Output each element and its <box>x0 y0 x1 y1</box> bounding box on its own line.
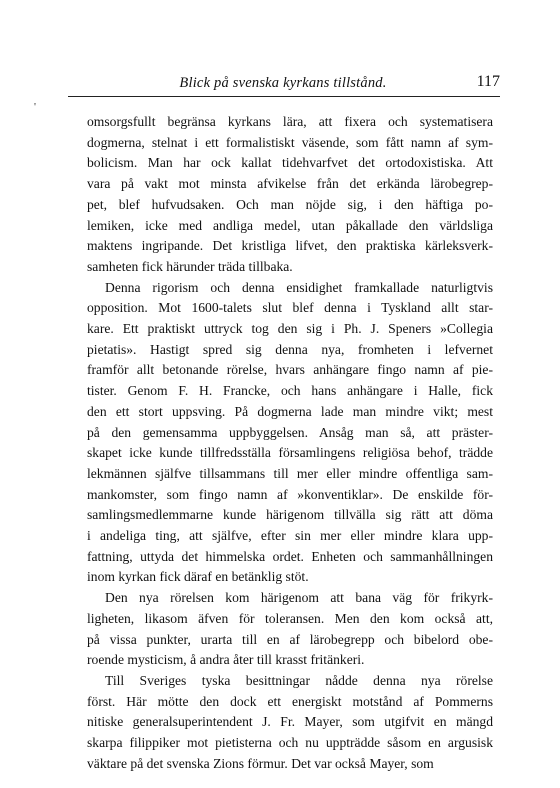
paragraph <box>87 278 493 589</box>
text-line: i andeliga ting, att själfve, efter sin mer eller mindre klara upp- <box>87 528 493 544</box>
text-line: pietatis». Hastigt spred sig denna nya, fromheten i lefvernet <box>87 341 493 357</box>
text-line: kare. Ett praktiskt uttryck tog den sig i Ph. J. Speners »Collegia <box>87 321 493 337</box>
text-line: opposition. Mot 1600-talets slut blef denna i Tyskland allt star- <box>87 300 493 316</box>
text-line: fattning, uttyda det himmelska ordet. Enheten och sammanhållningen <box>87 548 493 564</box>
text-line: nitiske generalsuperintendent J. Fr. Mayer, som utgifvit en mängd <box>87 714 493 730</box>
text-line: lekmännen själfve tillsammans till mer eller mindre offentliga sam- <box>87 465 493 481</box>
running-head <box>68 73 498 95</box>
text-line: skarpa filippiker mot pietisterna och nu uppträdde såsom en argusisk <box>87 735 493 751</box>
header-rule <box>68 96 500 97</box>
text-line: Den nya rörelsen kom härigenom att bana väg för frikyrk- <box>105 590 493 606</box>
text-line: på den gemensamma uppbyggelsen. Ansåg man så, att präster- <box>87 424 493 440</box>
text-line: samheten fick härunder träda tillbaka. <box>87 258 293 274</box>
paragraph <box>87 112 493 278</box>
text-line: Denna rigorism och denna ensidighet framkallade naturligtvis <box>105 279 493 295</box>
paragraph <box>87 671 493 775</box>
text-line: den ett stort uppsving. På dogmerna lade man mindre vikt; mest <box>87 403 493 419</box>
text-line: Till Sveriges tyska besittningar nådde denna nya rörelse <box>105 672 493 688</box>
text-line: mankomster, som fingo namn af »konventiklar». De enskilde för- <box>87 486 493 502</box>
text-line: vara på vakt mot minsta afvikelse från det erkända lärobegrep- <box>87 176 493 192</box>
text-line: ligheten, likasom äfven för toleransen. Men den kom också att, <box>87 610 493 626</box>
text-line: väktare på det svenska Zions förmur. Det var också Mayer, som <box>87 755 434 771</box>
text-line: tister. Genom F. H. Francke, och hans anhängare i Halle, fick <box>87 383 493 399</box>
text-line: lemiken, icke med andliga medel, utan påkallade den världsliga <box>87 217 493 233</box>
text-line: roende mysticism, å andra åter till krasst fritänkeri. <box>87 652 365 668</box>
text-line: maktens ingripande. Det kristliga lifvet, den praktiska kärleksverk- <box>87 238 493 254</box>
text-line: bolicism. Man har ock kallat tidehvarfvet det ortodoxistiska. Att <box>87 155 493 171</box>
text-line: omsorgsfullt begränsa kyrkans lära, att fixera och systematisera <box>87 114 493 129</box>
text-line: först. Här mötte den dock ett energiskt motstånd af Pommerns <box>87 693 493 709</box>
running-title: Blick på svenska kyrkans tillstånd. <box>179 75 387 91</box>
body-text <box>87 112 493 775</box>
text-line: inom kyrkan fick däraf en betänklig stöt. <box>87 569 309 585</box>
margin-mark: ' <box>34 101 36 113</box>
text-line: dogmerna, stelnat i ett formalistiskt väsende, som fått namn af sym- <box>87 134 493 150</box>
text-line: på vissa punkter, urarta till en af lärobegrepp och bibelord obe- <box>87 631 493 647</box>
text-line: pet, blef hufvudsaken. Och man nöjde sig, i den häftiga po- <box>87 196 493 212</box>
page-number: 117 <box>476 73 500 90</box>
paragraph <box>87 588 493 671</box>
text-line: samlingsmedlemmarne kunde härigenom tillvälla sig rätt att döma <box>87 507 493 523</box>
text-line: framför allt betonande rörelse, hvars anhängare fingo namn af pie- <box>87 362 493 378</box>
text-line: skapet icke kunde tillfredsställa församlingens religiösa behof, trädde <box>87 445 493 461</box>
